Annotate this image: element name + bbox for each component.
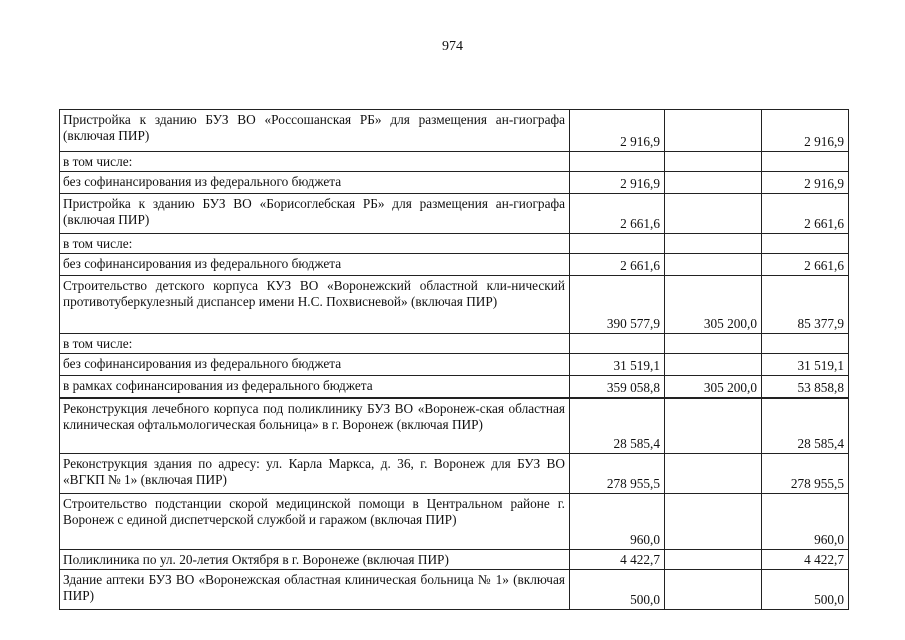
total-cell: 278 955,5 bbox=[570, 454, 665, 494]
row-name: в том числе: bbox=[60, 234, 570, 254]
federal-cell: 305 200,0 bbox=[665, 376, 762, 398]
regional-cell: 2 916,9 bbox=[762, 110, 849, 152]
row-name: без софинансирования из федерального бюджета bbox=[60, 172, 570, 194]
total-cell bbox=[570, 152, 665, 172]
federal-cell bbox=[665, 454, 762, 494]
table-row bbox=[60, 494, 849, 550]
total-cell bbox=[570, 334, 665, 354]
row-name: Строительство детского корпуса КУЗ ВО «Воронежский областной кли-нический противотуберкулезный диспансер имени Н.С. Похвисневой» (включая ПИР) bbox=[60, 276, 570, 334]
federal-cell bbox=[665, 254, 762, 276]
regional-cell: 53 858,8 bbox=[762, 376, 849, 398]
total-cell bbox=[570, 234, 665, 254]
federal-cell bbox=[665, 550, 762, 570]
total-cell: 960,0 bbox=[570, 494, 665, 550]
table-row bbox=[60, 194, 849, 234]
regional-cell: 85 377,9 bbox=[762, 276, 849, 334]
total-cell: 4 422,7 bbox=[570, 550, 665, 570]
regional-cell: 2 661,6 bbox=[762, 254, 849, 276]
total-cell: 2 916,9 bbox=[570, 172, 665, 194]
table-row bbox=[60, 398, 849, 454]
regional-cell: 278 955,5 bbox=[762, 454, 849, 494]
federal-cell bbox=[665, 172, 762, 194]
table-row bbox=[60, 172, 849, 194]
row-name: без софинансирования из федерального бюджета bbox=[60, 354, 570, 376]
total-cell: 390 577,9 bbox=[570, 276, 665, 334]
regional-cell: 500,0 bbox=[762, 570, 849, 610]
row-name: без софинансирования из федерального бюджета bbox=[60, 254, 570, 276]
regional-cell: 960,0 bbox=[762, 494, 849, 550]
total-cell: 500,0 bbox=[570, 570, 665, 610]
regional-cell: 31 519,1 bbox=[762, 354, 849, 376]
total-cell: 2 661,6 bbox=[570, 194, 665, 234]
federal-cell bbox=[665, 152, 762, 172]
regional-cell bbox=[762, 234, 849, 254]
regional-cell: 28 585,4 bbox=[762, 398, 849, 454]
federal-cell bbox=[665, 334, 762, 354]
row-name: Реконструкция здания по адресу: ул. Карла Маркса, д. 36, г. Воронеж для БУЗ ВО «ВГКП № 1» (включая ПИР) bbox=[60, 454, 570, 494]
total-cell: 2 661,6 bbox=[570, 254, 665, 276]
row-name: в том числе: bbox=[60, 152, 570, 172]
row-name: Здание аптеки БУЗ ВО «Воронежская областная клиническая больница № 1» (включая ПИР) bbox=[60, 570, 570, 610]
table-row bbox=[60, 376, 849, 398]
table-row bbox=[60, 334, 849, 354]
total-cell: 2 916,9 bbox=[570, 110, 665, 152]
row-name: в рамках софинансирования из федерального бюджета bbox=[60, 376, 570, 398]
total-cell: 28 585,4 bbox=[570, 398, 665, 454]
regional-cell: 2 661,6 bbox=[762, 194, 849, 234]
federal-cell: 305 200,0 bbox=[665, 276, 762, 334]
table-row bbox=[60, 152, 849, 172]
regional-cell bbox=[762, 152, 849, 172]
federal-cell bbox=[665, 354, 762, 376]
regional-cell: 2 916,9 bbox=[762, 172, 849, 194]
row-name: Реконструкция лечебного корпуса под поликлинику БУЗ ВО «Воронеж-ская областная клиническая офтальмологическая больница» в г. Воронеж (включая ПИР) bbox=[60, 398, 570, 454]
row-name: Поликлиника по ул. 20-летия Октября в г. Воронеже (включая ПИР) bbox=[60, 550, 570, 570]
total-cell: 31 519,1 bbox=[570, 354, 665, 376]
row-name: Строительство подстанции скорой медицинской помощи в Центральном районе г. Воронеж с единой диспетчерской службой и гаражом (включая ПИР) bbox=[60, 494, 570, 550]
table-row bbox=[60, 276, 849, 334]
table-row bbox=[60, 110, 849, 152]
regional-cell bbox=[762, 334, 849, 354]
table-row bbox=[60, 570, 849, 610]
total-cell: 359 058,8 bbox=[570, 376, 665, 398]
table-row bbox=[60, 234, 849, 254]
budget-table bbox=[59, 109, 849, 610]
federal-cell bbox=[665, 110, 762, 152]
row-name: Пристройка к зданию БУЗ ВО «Россошанская РБ» для размещения ан-гиографа (включая ПИР) bbox=[60, 110, 570, 152]
federal-cell bbox=[665, 398, 762, 454]
row-name: в том числе: bbox=[60, 334, 570, 354]
table-row bbox=[60, 354, 849, 376]
table-row bbox=[60, 454, 849, 494]
regional-cell: 4 422,7 bbox=[762, 550, 849, 570]
table-row bbox=[60, 550, 849, 570]
federal-cell bbox=[665, 194, 762, 234]
federal-cell bbox=[665, 570, 762, 610]
federal-cell bbox=[665, 234, 762, 254]
page-number: 974 bbox=[442, 39, 463, 54]
row-name: Пристройка к зданию БУЗ ВО «Борисоглебская РБ» для размещения ан-гиографа (включая ПИР) bbox=[60, 194, 570, 234]
table-row bbox=[60, 254, 849, 276]
federal-cell bbox=[665, 494, 762, 550]
